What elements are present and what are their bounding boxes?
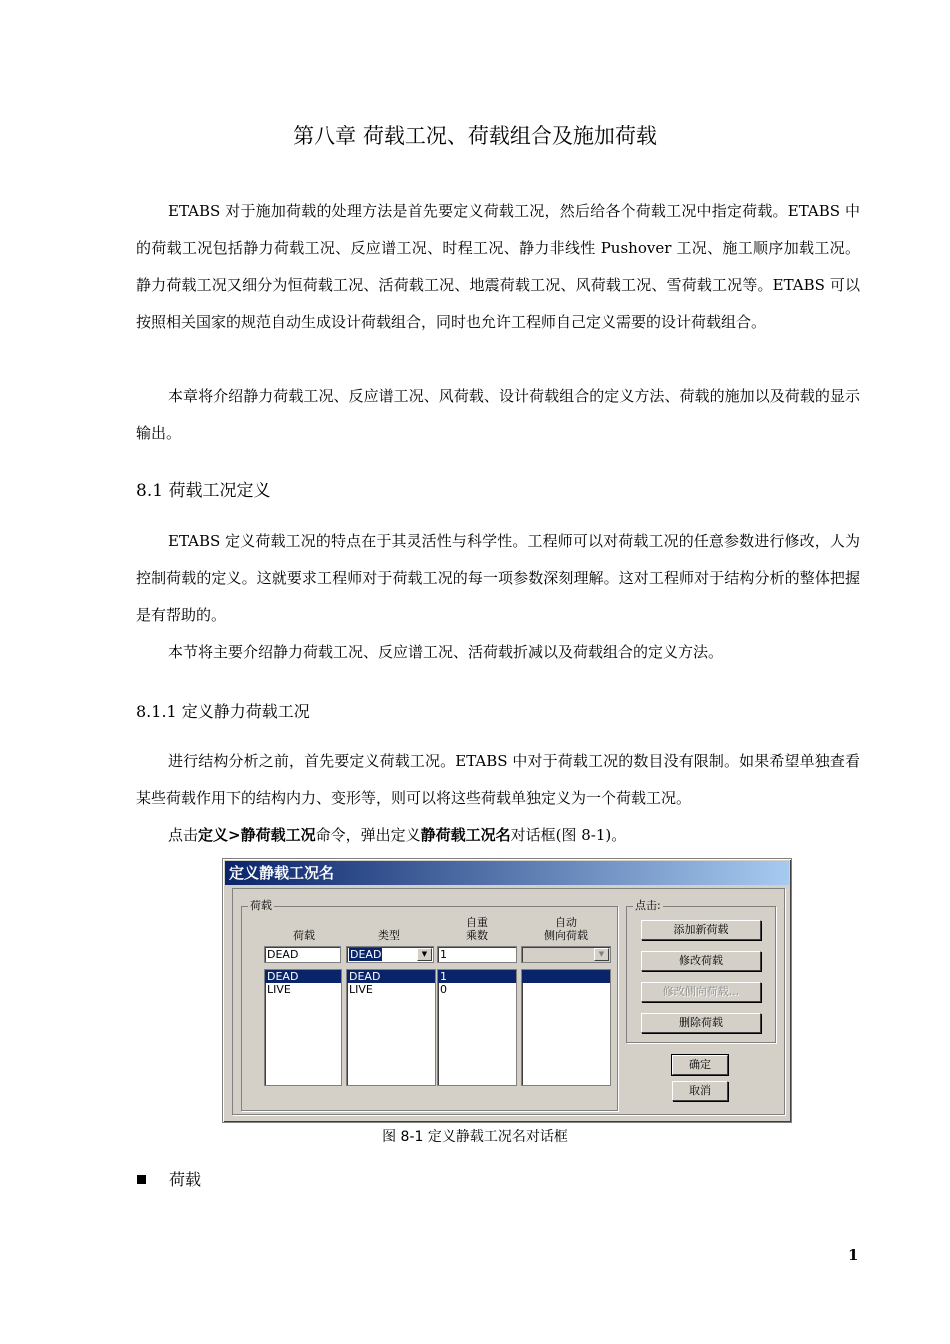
list-item[interactable]: [522, 970, 610, 983]
square-bullet-icon: [137, 1175, 146, 1184]
modify-lateral-load-button[interactable]: 修改侧向荷载...: [641, 982, 761, 1002]
list-item[interactable]: DEAD: [265, 970, 341, 983]
dialog-name: 静荷载工况名: [420, 826, 511, 844]
intro-paragraph-1: ETABS 对于施加荷载的处理方法是首先要定义荷载工况，然后给各个荷载工况中指定荷载。ETABS 中的荷载工况包括静力荷载工况、反应谱工况、时程工况、静力非线性 Pushover 工况、施工顺序加载工况。静力荷载工况又细分为恒荷载工况、活荷载工况、地震荷载工况、风荷载工况、雪荷载工况等。ETABS 可以按照相关国家的规范自动生成设计荷载组合，同时也允许工程师自己定义需要的设计荷载组合。: [136, 202, 860, 331]
dialog-body: [232, 888, 785, 1115]
loads-group: [241, 899, 618, 1111]
text-run: 命令，弹出定义: [315, 826, 421, 844]
page-number: 1: [848, 1246, 859, 1264]
dialog-title-bar[interactable]: 定义静载工况名: [225, 861, 789, 885]
section-8-1-1-paragraph-1: 进行结构分析之前，首先要定义荷载工况。ETABS 中对于荷载工况的数目没有限制。如果希望单独查看某些荷载作用下的结构内力、变形等，则可以将这些荷载单独定义为一个荷载工况。: [136, 752, 860, 807]
selfweight-multiplier-value: 1: [440, 948, 447, 961]
selfweight-multiplier-input[interactable]: [437, 946, 517, 963]
load-name-list[interactable]: [264, 969, 342, 1086]
text-run: 点击: [168, 826, 199, 844]
column-header-type: 类型: [378, 929, 400, 942]
click-group: [626, 899, 776, 1043]
chapter-title: 第八章 荷载工况、荷载组合及施加荷载: [293, 124, 657, 148]
bullet-item-text: 荷载: [169, 1170, 202, 1189]
column-header-autolateral-1: 自动: [555, 916, 577, 929]
load-type-list[interactable]: [346, 969, 436, 1086]
click-group-label: 点击:: [635, 899, 661, 912]
text-run: 对话框(图 8-1)。: [510, 826, 627, 844]
column-header-load: 荷载: [293, 929, 315, 942]
list-item[interactable]: DEAD: [347, 970, 435, 983]
load-type-dropdown[interactable]: [346, 946, 434, 963]
column-header-autolateral-2: 侧向荷载: [544, 929, 588, 942]
delete-load-button[interactable]: 删除荷载: [641, 1013, 761, 1033]
auto-lateral-list[interactable]: [521, 969, 611, 1086]
selfweight-multiplier-list[interactable]: [437, 969, 517, 1086]
list-item[interactable]: LIVE: [349, 983, 373, 996]
section-8-1-paragraph-2: 本节将主要介绍静力荷载工况、反应谱工况、活荷载折减以及荷载组合的定义方法。: [168, 643, 724, 661]
figure-caption: 图 8-1 定义静载工况名对话框: [382, 1129, 568, 1145]
define-static-load-dialog: [222, 858, 792, 1123]
column-header-selfweight-2: 乘数: [466, 929, 488, 942]
cancel-button[interactable]: 取消: [672, 1081, 728, 1101]
chevron-down-icon: ▼: [594, 948, 609, 961]
column-header-selfweight-1: 自重: [466, 916, 488, 929]
section-heading-8-1-1: 8.1.1 定义静力荷载工况: [136, 702, 310, 721]
load-name-input[interactable]: [264, 946, 341, 963]
chevron-down-icon[interactable]: ▼: [417, 948, 432, 961]
section-heading-8-1: 8.1 荷载工况定义: [136, 481, 271, 501]
ok-button[interactable]: 确定: [672, 1055, 728, 1075]
loads-group-label: 荷载: [250, 899, 272, 912]
list-item[interactable]: 0: [440, 983, 447, 996]
load-name-value: DEAD: [267, 948, 299, 961]
add-new-load-button[interactable]: 添加新荷载: [641, 920, 761, 940]
intro-paragraph-2: 本章将介绍静力荷载工况、反应谱工况、风荷载、设计荷载组合的定义方法、荷载的施加以及荷载的显示输出。: [136, 387, 860, 442]
section-8-1-paragraph-1: ETABS 定义荷载工况的特点在于其灵活性与科学性。工程师可以对荷载工况的任意参数进行修改，人为控制荷载的定义。这就要求工程师对于荷载工况的每一项参数深刻理解。这对工程师对于结构分析的整体把握是有帮助的。: [136, 532, 860, 624]
section-8-1-1-paragraph-2: [136, 817, 860, 854]
menu-path: 定义>静荷载工况: [198, 826, 316, 844]
list-item[interactable]: 1: [438, 970, 516, 983]
modify-load-button[interactable]: 修改荷载: [641, 951, 761, 971]
load-type-value: DEAD: [350, 948, 382, 961]
list-item[interactable]: LIVE: [267, 983, 291, 996]
auto-lateral-dropdown[interactable]: [521, 946, 611, 963]
